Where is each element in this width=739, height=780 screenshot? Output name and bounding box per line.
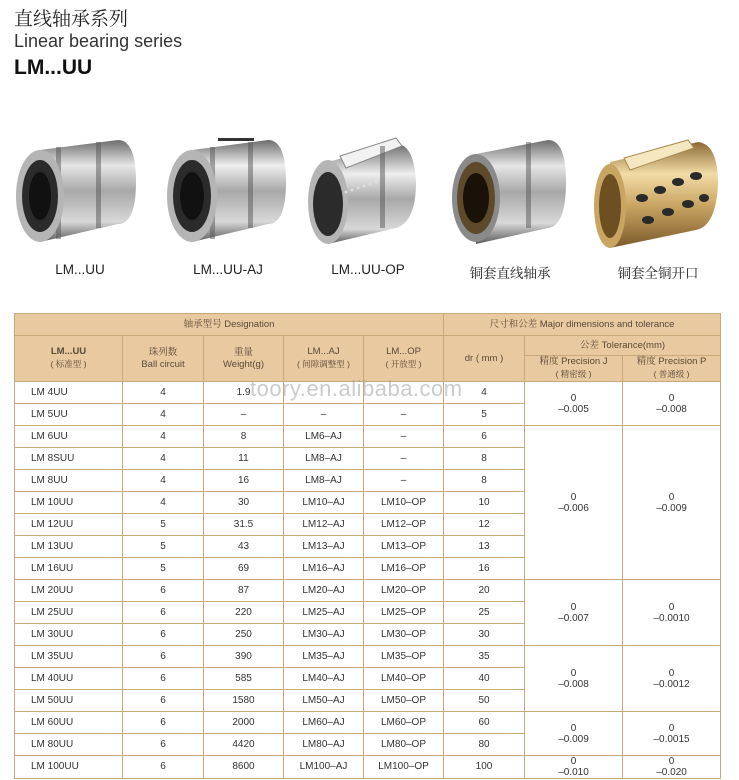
tolerance-lower: –0.0012 <box>653 678 690 690</box>
tolerance-lower: –0.005 <box>558 403 589 415</box>
col-aj-header: LM...AJ ( 间隙调整型 ) <box>284 336 364 382</box>
cell-aj: LM80–AJ <box>284 734 364 756</box>
cell-aj: LM60–AJ <box>284 712 364 734</box>
cell-aj: LM30–AJ <box>284 624 364 646</box>
cell-op: – <box>364 426 444 448</box>
cell-aj: LM8–AJ <box>284 470 364 492</box>
specification-table-body <box>15 382 721 779</box>
cell-weight: 43 <box>204 536 284 558</box>
tolerance-j-cell <box>525 580 623 646</box>
cell-ball: 6 <box>123 756 204 779</box>
cell-model: LM 20UU <box>15 580 123 602</box>
cell-weight: 31.5 <box>204 514 284 536</box>
cell-aj: LM20–AJ <box>284 580 364 602</box>
cell-op: LM60–OP <box>364 712 444 734</box>
col-weight-header: 重量 Weight(g) <box>204 336 284 382</box>
cell-op: LM20–OP <box>364 580 444 602</box>
cell-dr: 10 <box>444 492 525 514</box>
tolerance-lower: –0.009 <box>656 502 687 514</box>
dimensions-group-header: 尺寸和公差 Major dimensions and tolerance <box>444 314 721 336</box>
cell-op: – <box>364 448 444 470</box>
cell-model: LM 8UU <box>15 470 123 492</box>
tolerance-lower: –0.020 <box>656 767 687 778</box>
cell-aj: LM12–AJ <box>284 514 364 536</box>
cell-op: LM25–OP <box>364 602 444 624</box>
cell-ball: 6 <box>123 602 204 624</box>
designation-group-header: 轴承型号 Designation <box>15 314 444 336</box>
product-copper-sleeve-label: 铜套直线轴承 <box>469 266 551 281</box>
cell-aj: LM8–AJ <box>284 448 364 470</box>
cell-weight: 8 <box>204 426 284 448</box>
cell-model: LM 80UU <box>15 734 123 756</box>
cell-model: LM 50UU <box>15 690 123 712</box>
cell-aj: LM6–AJ <box>284 426 364 448</box>
cell-dr: 8 <box>444 448 525 470</box>
cell-ball: 6 <box>123 646 204 668</box>
tolerance-upper: 0 <box>570 601 577 613</box>
copper-sleeve-bearing-icon <box>440 132 580 262</box>
cell-ball: 6 <box>123 712 204 734</box>
tolerance-p-cell <box>623 580 721 646</box>
cell-ball: 4 <box>123 382 204 404</box>
cell-dr: 5 <box>444 404 525 426</box>
product-lm-uu-aj-image <box>158 132 298 262</box>
cell-dr: 20 <box>444 580 525 602</box>
tolerance-lower: –0.010 <box>558 767 589 778</box>
cell-dr: 30 <box>444 624 525 646</box>
cell-op: – <box>364 470 444 492</box>
cell-op: LM12–OP <box>364 514 444 536</box>
cell-dr: 12 <box>444 514 525 536</box>
cell-ball: 5 <box>123 558 204 580</box>
tolerance-upper: 0 <box>668 756 675 767</box>
tolerance-j-cell <box>525 646 623 712</box>
cell-op: LM50–OP <box>364 690 444 712</box>
tolerance-lower: –0.006 <box>558 502 589 514</box>
cell-weight: 390 <box>204 646 284 668</box>
cell-weight: 220 <box>204 602 284 624</box>
tolerance-lower: –0.008 <box>558 678 589 690</box>
table-row <box>15 580 721 602</box>
tolerance-p-cell <box>623 426 721 580</box>
title-english: Linear bearing series <box>14 31 183 51</box>
cell-ball: 4 <box>123 404 204 426</box>
tolerance-lower: –0.008 <box>656 403 687 415</box>
tolerance-upper: 0 <box>668 722 675 734</box>
product-lm-uu-aj-label: LM...UU-AJ <box>193 262 263 277</box>
cell-aj: – <box>284 404 364 426</box>
cell-dr: 100 <box>444 756 525 779</box>
tolerance-upper: 0 <box>570 756 577 767</box>
cell-ball: 4 <box>123 426 204 448</box>
tolerance-lower: –0.0010 <box>653 612 690 624</box>
cell-model: LM 35UU <box>15 646 123 668</box>
cell-model: LM 30UU <box>15 624 123 646</box>
cell-model: LM 60UU <box>15 712 123 734</box>
cell-model: LM 40UU <box>15 668 123 690</box>
tolerance-lower: –0.007 <box>558 612 589 624</box>
cell-aj: LM100–AJ <box>284 756 364 779</box>
tolerance-j-cell <box>525 382 623 426</box>
cell-model: LM 10UU <box>15 492 123 514</box>
tolerance-upper: 0 <box>668 667 675 679</box>
tolerance-upper: 0 <box>668 392 675 404</box>
cell-op: LM80–OP <box>364 734 444 756</box>
tolerance-upper: 0 <box>570 722 577 734</box>
cell-ball: 6 <box>123 734 204 756</box>
cell-dr: 16 <box>444 558 525 580</box>
cell-ball: 6 <box>123 690 204 712</box>
cell-weight: 30 <box>204 492 284 514</box>
cell-dr: 8 <box>444 470 525 492</box>
col-ball-header: 珠列数 Ball circuit <box>123 336 204 382</box>
cell-model: LM 16UU <box>15 558 123 580</box>
cell-op: LM35–OP <box>364 646 444 668</box>
col-precision-j-header: 精度 Precision J ( 精密级 ) <box>525 356 623 382</box>
cell-aj: LM50–AJ <box>284 690 364 712</box>
tolerance-j-cell <box>525 756 623 779</box>
cell-dr: 13 <box>444 536 525 558</box>
tolerance-lower: –0.009 <box>558 733 589 745</box>
tolerance-lower: –0.0015 <box>653 733 690 745</box>
cell-ball: 6 <box>123 668 204 690</box>
product-full-copper-label: 铜套全铜开口 <box>617 266 699 281</box>
watermark-text: toory.en.alibaba.com <box>250 376 463 401</box>
cell-weight: 16 <box>204 470 284 492</box>
col-precision-p-header: 精度 Precision P ( 普通级 ) <box>623 356 721 382</box>
tolerance-j-cell <box>525 426 623 580</box>
cell-dr: 80 <box>444 734 525 756</box>
tolerance-upper: 0 <box>570 392 577 404</box>
cell-dr: 50 <box>444 690 525 712</box>
product-lm-uu-op-label: LM...UU-OP <box>331 262 405 277</box>
cell-ball: 6 <box>123 580 204 602</box>
table-row <box>15 712 721 734</box>
cell-op: LM13–OP <box>364 536 444 558</box>
col-model-header: LM...UU ( 标准型 ) <box>15 336 123 382</box>
cell-op: LM10–OP <box>364 492 444 514</box>
cell-dr: 25 <box>444 602 525 624</box>
tolerance-p-cell <box>623 382 721 426</box>
col-op-header: LM...OP ( 开放型 ) <box>364 336 444 382</box>
cell-dr: 60 <box>444 712 525 734</box>
cell-dr: 4 <box>444 382 525 404</box>
cell-ball: 5 <box>123 536 204 558</box>
tolerance-upper: 0 <box>668 491 675 503</box>
col-tolerance-header: 公差 Tolerance(mm) <box>525 336 721 356</box>
tolerance-upper: 0 <box>570 667 577 679</box>
col-dr-header: dr ( mm ) <box>444 336 525 382</box>
cell-dr: 40 <box>444 668 525 690</box>
product-lm-uu-label: LM...UU <box>55 262 105 277</box>
cell-weight: – <box>204 404 284 426</box>
cell-weight: 1.9 <box>204 382 284 404</box>
linear-bearing-open-icon <box>298 132 438 262</box>
table-row <box>15 756 721 779</box>
cell-model: LM 100UU <box>15 756 123 779</box>
cell-model: LM 25UU <box>15 602 123 624</box>
model-series-title: LM...UU <box>14 56 93 79</box>
product-lm-uu-image <box>10 132 150 262</box>
cell-op: – <box>364 404 444 426</box>
cell-ball: 4 <box>123 470 204 492</box>
cell-aj: LM16–AJ <box>284 558 364 580</box>
cell-aj: LM10–AJ <box>284 492 364 514</box>
cell-dr: 6 <box>444 426 525 448</box>
tolerance-p-cell <box>623 756 721 779</box>
cell-op: LM40–OP <box>364 668 444 690</box>
cell-ball: 5 <box>123 514 204 536</box>
cell-weight: 4420 <box>204 734 284 756</box>
cell-dr: 35 <box>444 646 525 668</box>
cell-model: LM 4UU <box>15 382 123 404</box>
tolerance-j-cell <box>525 712 623 756</box>
linear-bearing-standard-icon <box>10 132 150 262</box>
cell-weight: 585 <box>204 668 284 690</box>
cell-weight: 69 <box>204 558 284 580</box>
cell-model: LM 5UU <box>15 404 123 426</box>
cell-op: LM16–OP <box>364 558 444 580</box>
product-full-copper-image <box>588 132 728 262</box>
tolerance-p-cell <box>623 646 721 712</box>
product-lm-uu-op-image <box>298 132 438 262</box>
cell-weight: 87 <box>204 580 284 602</box>
cell-aj: LM25–AJ <box>284 602 364 624</box>
table-row <box>15 646 721 668</box>
cell-ball: 6 <box>123 624 204 646</box>
cell-weight: 2000 <box>204 712 284 734</box>
linear-bearing-adjustable-icon <box>158 132 298 262</box>
cell-weight: 1580 <box>204 690 284 712</box>
title-chinese: 直线轴承系列 <box>14 8 129 30</box>
cell-weight: 11 <box>204 448 284 470</box>
cell-model: LM 8SUU <box>15 448 123 470</box>
cell-model: LM 13UU <box>15 536 123 558</box>
cell-model: LM 6UU <box>15 426 123 448</box>
tolerance-p-cell <box>623 712 721 756</box>
cell-aj: LM40–AJ <box>284 668 364 690</box>
tolerance-upper: 0 <box>570 491 577 503</box>
cell-ball: 4 <box>123 448 204 470</box>
product-copper-sleeve-image <box>440 132 580 262</box>
cell-op: LM100–OP <box>364 756 444 779</box>
cell-op: LM30–OP <box>364 624 444 646</box>
cell-model: LM 12UU <box>15 514 123 536</box>
cell-ball: 4 <box>123 492 204 514</box>
cell-aj: LM13–AJ <box>284 536 364 558</box>
table-row <box>15 426 721 448</box>
cell-weight: 8600 <box>204 756 284 779</box>
tolerance-upper: 0 <box>668 601 675 613</box>
cell-weight: 250 <box>204 624 284 646</box>
full-copper-open-bearing-icon <box>588 132 728 262</box>
cell-aj: LM35–AJ <box>284 646 364 668</box>
